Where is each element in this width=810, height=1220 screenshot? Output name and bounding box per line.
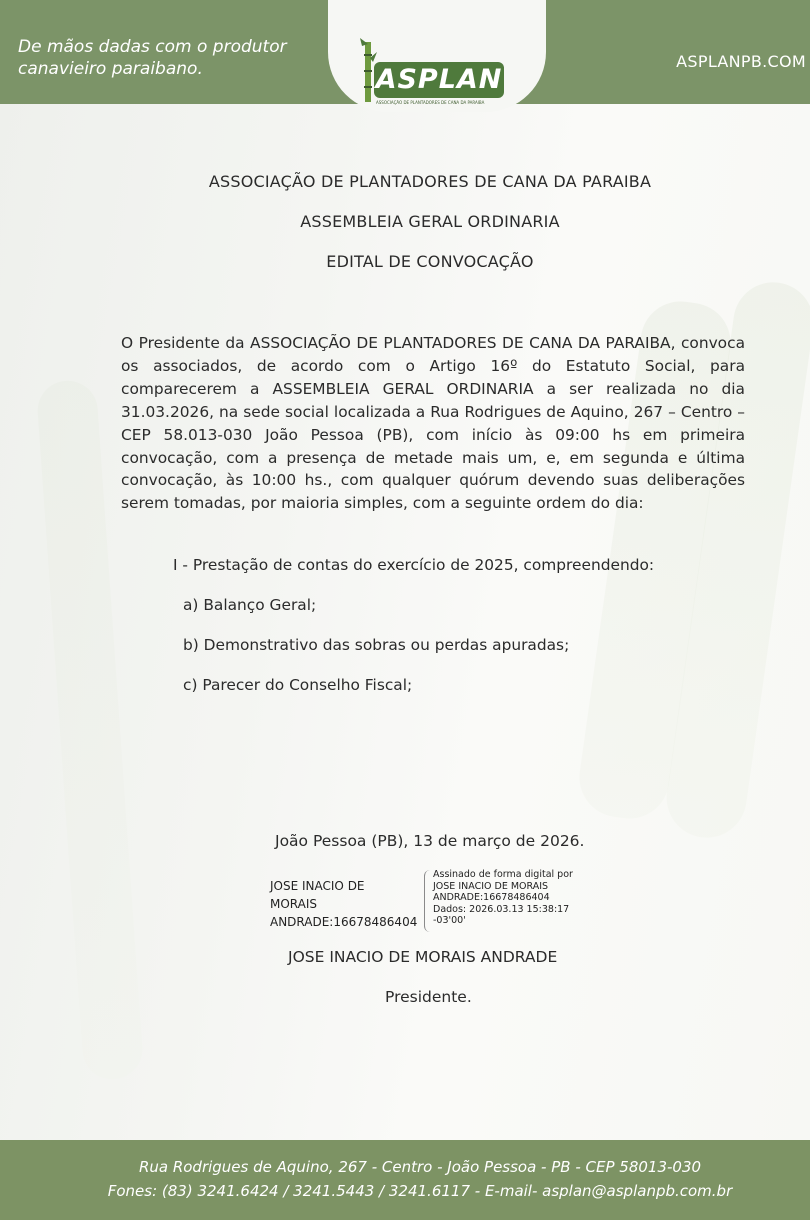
asplan-logo (352, 36, 522, 106)
sig-info-line: Dados: 2026.03.13 15:38:17 (433, 903, 570, 915)
logo-text: ASPLAN (375, 64, 503, 95)
tagline-line-1: De mãos dadas com o produtor (18, 37, 287, 57)
website-text: ASPLANPB.COM (676, 52, 806, 71)
agenda-subitem-c: c) Parecer do Conselho Fiscal; (183, 676, 413, 694)
sig-name-line: ANDRADE:16678486404 (270, 915, 418, 929)
signature-bracket (424, 870, 433, 932)
agenda-subitem-a: a) Balanço Geral; (183, 596, 317, 614)
digital-signature-name (270, 877, 440, 931)
agenda-item: I - Prestação de contas do exercício de 2025, compreendendo: (173, 556, 655, 574)
agenda-subitem-b: b) Demonstrativo das sobras ou perdas apuradas; (183, 636, 570, 654)
footer-band (0, 1140, 810, 1220)
place-date: João Pessoa (PB), 13 de março de 2026. (275, 832, 585, 850)
sig-info-line: ANDRADE:16678486404 (433, 892, 550, 903)
digital-signature-info (433, 869, 603, 927)
header-tagline (18, 36, 338, 80)
association-title: ASSOCIAÇÃO DE PLANTADORES DE CANA DA PARAIBA (208, 172, 652, 191)
sig-info-line: -03'00' (433, 915, 466, 926)
sig-name-line: JOSE INACIO DE (270, 879, 365, 893)
signer-role: Presidente. (385, 988, 472, 1006)
signer-name: JOSE INACIO DE MORAIS ANDRADE (288, 948, 558, 966)
logo-subtext: ASSOCIAÇÃO DE PLANTADORES DE CANA DA PARAIBA (376, 100, 485, 105)
footer-address: Rua Rodrigues de Aquino, 267 - Centro - João Pessoa - PB - CEP 58013-030 (138, 1158, 702, 1176)
footer-contacts: Fones: (83) 3241.6424 / 3241.5443 / 3241.6117 - E-mail- asplan@asplanpb.com.br (107, 1182, 733, 1200)
tagline-line-2: canavieiro paraibano. (18, 59, 203, 79)
assembly-title: ASSEMBLEIA GERAL ORDINARIA (300, 212, 560, 231)
sig-info-line: JOSE INACIO DE MORAIS (433, 880, 549, 892)
convocation-paragraph: O Presidente da ASSOCIAÇÃO DE PLANTADORES DE CANA DA PARAIBA, convoca os associados, de acordo com o Artigo 16º do Estatuto Social, para comparecerem a ASSEMBLEIA GERAL ORDINARIA a ser realizada no dia 31.03.2026, na sede social localizada a Rua Rodrigues de Aquino, 267 – Centro – CEP 58.013-030 João Pessoa (PB), com início às 09:00 hs em primeira convocação, com a presença de metade mais um, e, em segunda e última convocação, às 10:00 hs., com qualquer quórum devendo suas deliberações serem tomadas, por maioria simples, com a seguinte ordem do dia: (121, 334, 745, 513)
sig-name-line: MORAIS (270, 897, 318, 911)
sig-info-line: Assinado de forma digital por (433, 869, 573, 880)
notice-title: EDITAL DE CONVOCAÇÃO (326, 252, 534, 271)
